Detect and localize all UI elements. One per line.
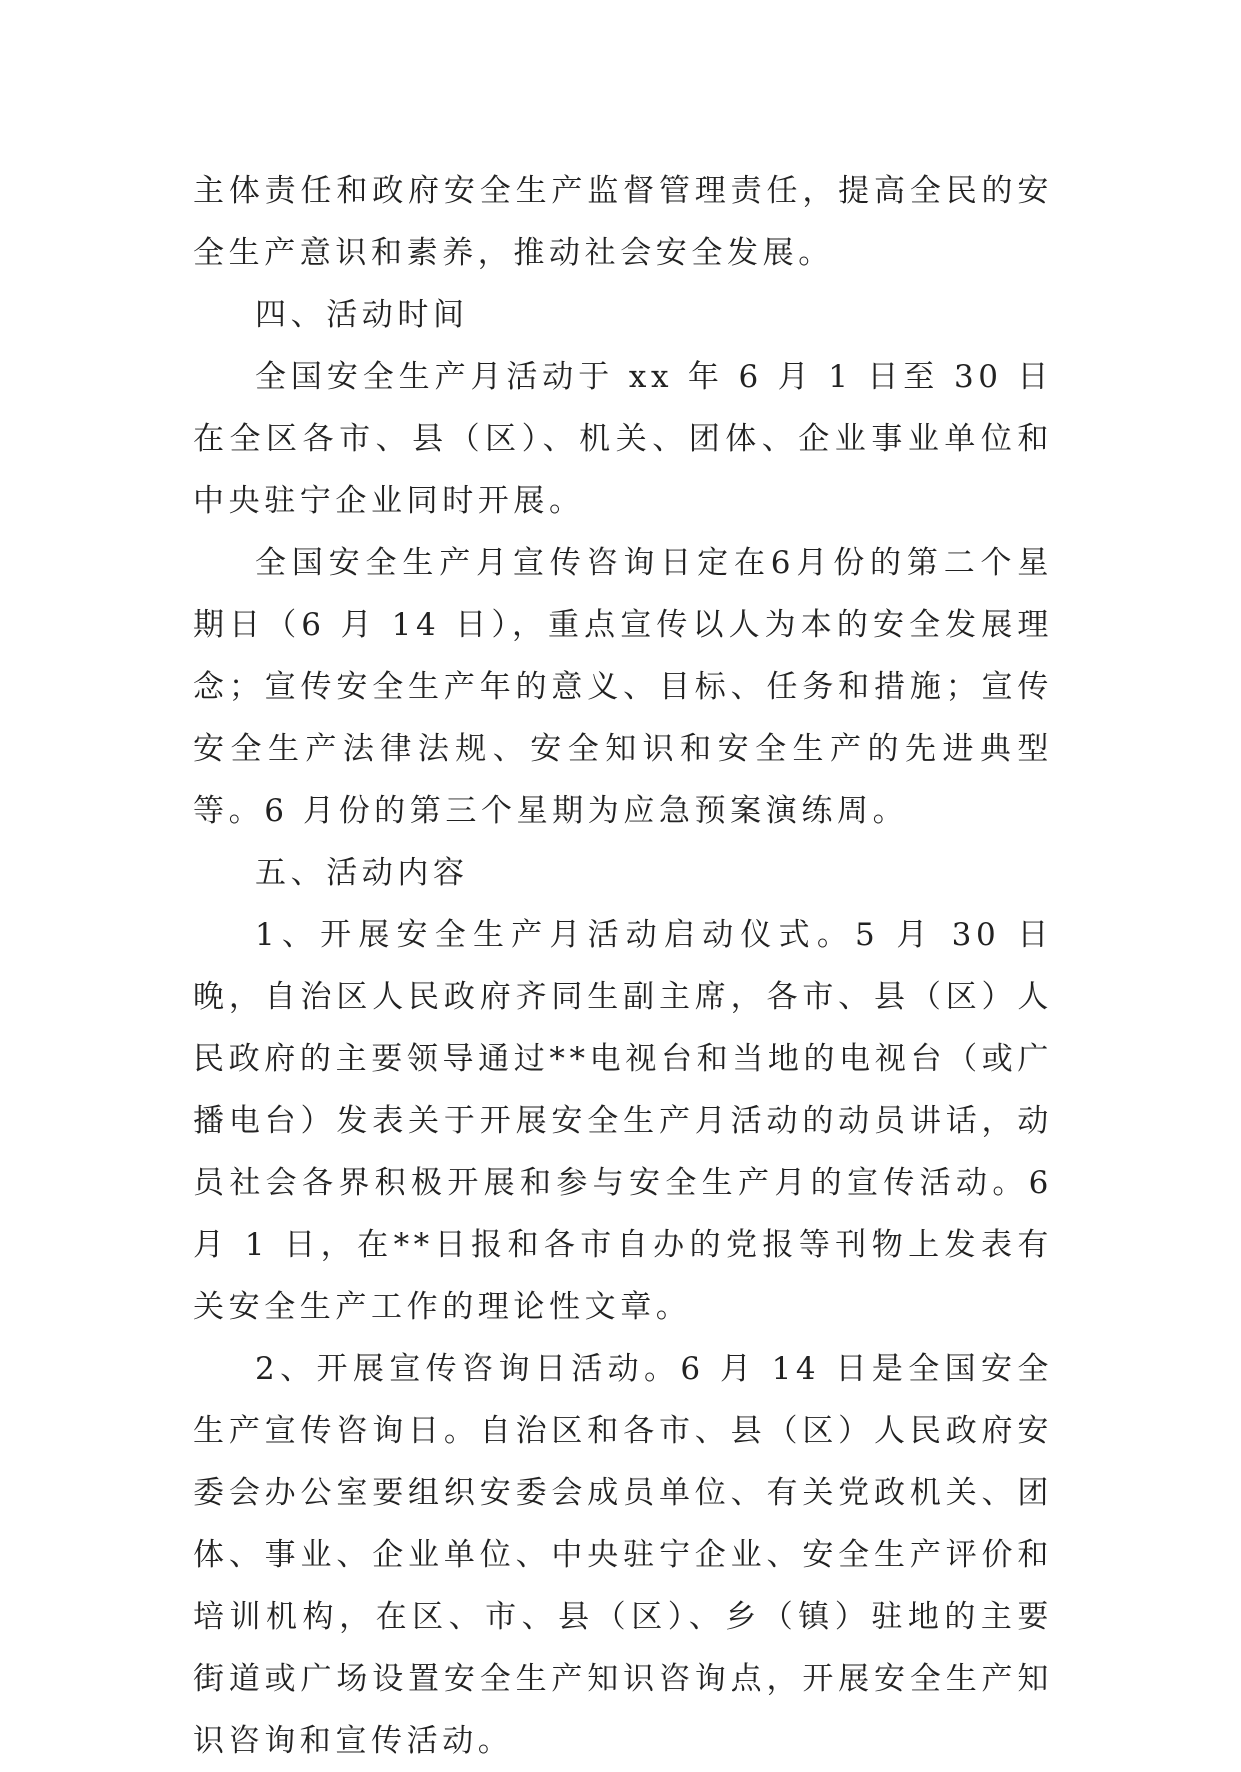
document-body	[193, 160, 1068, 1772]
paragraph-launch-ceremony: 1、开展安全生产月活动启动仪式。5 月 30 日晚，自治区人民政府齐同生副主席，各市、县（区）人民政府的主要领导通过**电视台和当地的电视台（或广播电台）发表关于开展安全生产月活动的动员讲话，动员社会各界积极开展和参与安全生产月的宣传活动。6 月 1 日，在**日报和各市自办的党报等刊物上发表有关安全生产工作的理论性文章。	[193, 917, 1068, 1325]
section-heading-activity-content: 五、活动内容	[255, 855, 469, 891]
paragraph-consultation-day: 全国安全生产月宣传咨询日定在6月份的第二个星期日（6 月 14 日），重点宣传以人为本的安全发展理念；宣传安全生产年的意义、目标、任务和措施；宣传安全生产法律法规、安全知识和安全生产的先进典型等。6 月份的第三个星期为应急预案演练周。	[193, 545, 1053, 829]
paragraph-responsibility-continuation: 主体责任和政府安全生产监督管理责任，提高全民的安全生产意识和素养，推动社会安全发展。	[193, 173, 1053, 271]
paragraph-activity-period: 全国安全生产月活动于 xx 年 6 月 1 日至 30 日在全区各市、县（区）、机关、团体、企业事业单位和中央驻宁企业同时开展。	[193, 359, 1053, 519]
paragraph-consultation-activities: 2、开展宣传咨询日活动。6 月 14 日是全国安全生产宣传咨询日。自治区和各市、县（区）人民政府安委会办公室要组织安委会成员单位、有关党政机关、团体、事业、企业单位、中央驻宁企业、安全生产评价和培训机构，在区、市、县（区）、乡（镇）驻地的主要街道或广场设置安全生产知识咨询点，开展安全生产知识咨询和宣传活动。	[193, 1351, 1053, 1759]
section-heading-activity-time: 四、活动时间	[255, 297, 469, 333]
